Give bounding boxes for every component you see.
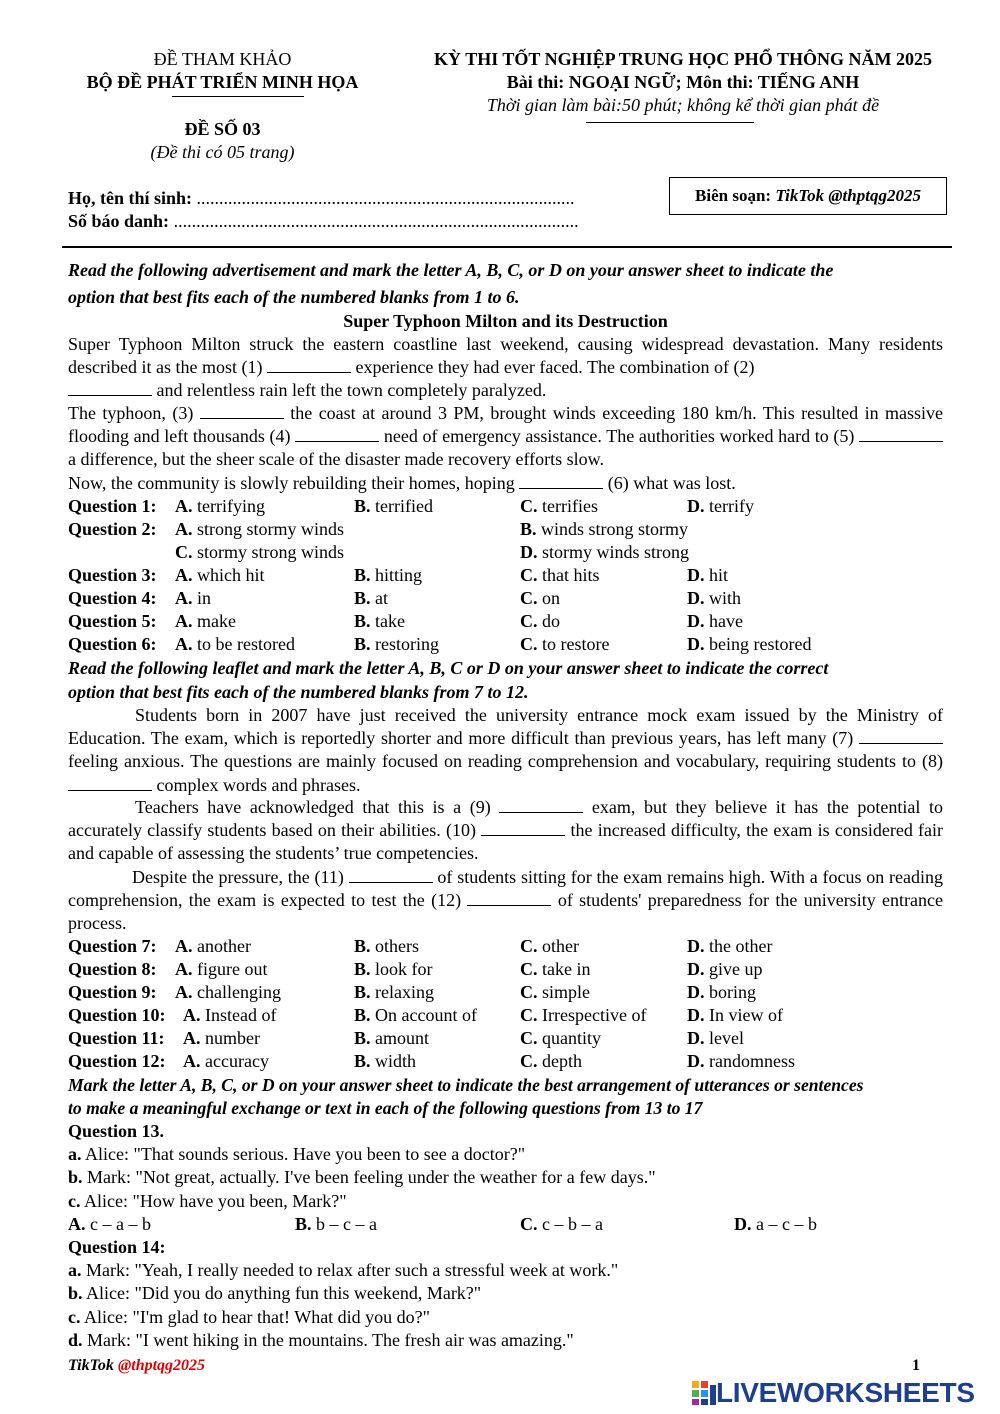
candidate-name-row[interactable] <box>68 187 579 210</box>
option-a[interactable]: A. challenging <box>175 982 281 1002</box>
option-c[interactable]: C. do <box>520 611 560 631</box>
option-a[interactable]: A. c – a – b <box>68 1214 151 1234</box>
option-a[interactable]: A. to be restored <box>175 634 295 654</box>
option-d[interactable]: D. with <box>687 588 742 608</box>
blank-2[interactable] <box>68 381 152 396</box>
option-c[interactable]: C. c – b – a <box>520 1214 603 1234</box>
option-d[interactable]: D. hit <box>687 565 729 585</box>
option-a[interactable]: A. figure out <box>175 959 268 979</box>
option-a[interactable]: A. make <box>175 611 236 631</box>
exam-title: KỲ THI TỐT NGHIỆP TRUNG HỌC PHỔ THÔNG NĂM 2025 <box>434 49 932 69</box>
option-b[interactable]: B. relaxing <box>354 982 434 1002</box>
question-row <box>68 1004 968 1027</box>
option-d[interactable]: D. give up <box>687 959 763 979</box>
option-b[interactable]: B. b – c – a <box>295 1214 377 1234</box>
blank-10[interactable] <box>481 821 565 836</box>
option-d[interactable]: D. stormy winds strong <box>520 542 690 562</box>
passage-text: exam, but they believe it has the potential to accurately classify students based on their abilities. (10) <box>68 797 944 841</box>
option-d[interactable]: D. level <box>687 1028 744 1048</box>
divider <box>586 122 754 123</box>
question-label: Question 2: <box>68 519 157 539</box>
option-b[interactable]: B. others <box>354 936 420 956</box>
option-a[interactable]: A. which hit <box>175 565 265 585</box>
exchange-line: c. Alice: "How have you been, Mark?" <box>68 1190 347 1211</box>
question-row <box>68 935 968 958</box>
question-row <box>68 541 968 564</box>
question-label: Question 3: <box>68 565 157 585</box>
passage-text: feeling anxious. The questions are mainly focused on reading comprehension and vocabulary, requiring students to (8) <box>68 751 943 772</box>
exchange-line: b. Mark: "Not great, actually. I've been feeling under the weather for a few days." <box>68 1167 656 1188</box>
blank-7[interactable] <box>859 729 943 744</box>
section3-instruction <box>68 1074 988 1120</box>
option-d[interactable]: D. being restored <box>687 634 812 654</box>
header-left <box>60 48 385 94</box>
option-d[interactable]: D. a – c – b <box>734 1214 817 1234</box>
passage-text: Teachers have acknowledged that this is a (9) <box>135 797 491 817</box>
blank-5[interactable] <box>859 427 943 442</box>
instruction-line: Read the following advertisement and mark the letter A, B, C, or D on your answer sheet to indicate the <box>68 260 834 280</box>
passage-text: a difference, but the sheer scale of the disaster made recovery efforts slow. <box>68 449 604 470</box>
option-c[interactable]: C. take in <box>520 959 591 979</box>
liveworksheets-wordmark: LIVEWORKSHEETS <box>716 1377 975 1408</box>
option-d[interactable]: D. the other <box>687 936 773 956</box>
passage2-para3 <box>68 866 943 936</box>
passage-text: (6) what was lost. <box>607 473 736 493</box>
instruction-line: option that best fits each of the numbered blanks from 1 to 6. <box>68 286 520 307</box>
instruction-line: Mark the letter A, B, C, or D on your answer sheet to indicate the best arrangement of utterances or sentences <box>68 1075 864 1095</box>
option-a[interactable]: A. number <box>183 1028 260 1048</box>
question-row <box>68 518 968 541</box>
footer-handle: @thptqg2025 <box>117 1357 206 1374</box>
liveworksheets-logo-icon <box>692 1381 718 1405</box>
passage-text: the coast at around 3 PM, brought winds exceeding 180 km/h. This resulted in massive flooding and left thousands (4) <box>68 403 944 447</box>
question-label: Question 5: <box>68 611 157 631</box>
passage-text: Now, the community is slowly rebuilding their homes, hoping <box>68 473 515 493</box>
question-row <box>68 587 968 610</box>
subject-line: Bài thi: NGOẠI NGỮ; Môn thi: TIẾNG ANH <box>506 72 860 92</box>
question-row <box>68 495 968 518</box>
time-line: Thời gian làm bài:50 phút; không kể thời gian phát đề <box>486 95 880 115</box>
passage-text: of students sitting for the exam remains high. With a focus on reading comprehension, the exam is expected to test the (12) <box>68 867 944 911</box>
exchange-line: a. Alice: "That sounds serious. Have you been to see a doctor?" <box>68 1144 526 1165</box>
question-label: Question 10: <box>68 1005 166 1025</box>
passage-title: Super Typhoon Milton and its Destruction <box>343 311 668 331</box>
compiler-box <box>669 177 947 215</box>
passage-text: and relentless rain left the town completely paralyzed. <box>156 380 547 401</box>
option-c[interactable]: C. stormy strong winds <box>175 542 345 562</box>
section2-instruction <box>68 657 968 704</box>
option-d[interactable]: D. have <box>687 611 743 631</box>
question-row <box>68 633 968 656</box>
candidate-id-field[interactable]: .......................................................................................... <box>173 211 579 231</box>
compiler-label: Biên soạn: <box>695 186 772 205</box>
option-c[interactable]: C. simple <box>520 982 590 1002</box>
section1-instruction <box>68 257 968 310</box>
instruction-line: Read the following leaflet and mark the letter A, B, C or D on your answer sheet to indicate the correct <box>68 658 829 678</box>
compiler-value: TikTok @thptqg2025 <box>775 186 921 205</box>
question-13-options <box>68 1213 968 1236</box>
passage1-para1 <box>68 333 943 403</box>
exchange-line: d. Mark: "I went hiking in the mountains. The fresh air was amazing." <box>68 1329 574 1350</box>
option-b[interactable]: B. width <box>354 1051 417 1071</box>
passage-text: experience they had ever faced. The combination of (2) <box>355 357 755 378</box>
question-label: Question 11: <box>68 1028 165 1048</box>
option-a[interactable]: A. terrifying <box>175 496 265 516</box>
candidate-id-label: Số báo danh: <box>68 211 170 231</box>
option-b[interactable]: B. take <box>354 611 405 631</box>
passage-text: The typhoon, (3) <box>68 403 194 423</box>
option-c[interactable]: C. other <box>520 936 579 956</box>
question-label: Question 1: <box>68 496 157 516</box>
question-row <box>68 1050 968 1073</box>
option-c[interactable]: C. depth <box>520 1051 582 1071</box>
passage1-para2 <box>68 402 943 472</box>
option-d[interactable]: D. randomness <box>687 1051 795 1071</box>
option-c[interactable]: C. terrifies <box>520 496 598 516</box>
passage-text: the increased difficulty, the exam is considered fair and capable of assessing the students’ true competencies. <box>68 820 944 864</box>
option-b[interactable]: B. amount <box>354 1028 430 1048</box>
question-row <box>68 610 968 633</box>
option-d[interactable]: D. In view of <box>687 1005 783 1025</box>
option-b[interactable]: B. terrified <box>354 496 433 516</box>
option-c[interactable]: C. on <box>520 588 560 608</box>
candidate-id-row[interactable] <box>68 210 579 233</box>
header-rule <box>62 246 952 248</box>
option-a[interactable]: A. accuracy <box>183 1051 269 1071</box>
question-label: Question 14: <box>68 1237 166 1257</box>
option-a[interactable]: A. strong stormy winds <box>175 519 345 539</box>
question-label: Question 8: <box>68 959 157 979</box>
candidate-name-label: Họ, tên thí sinh: <box>68 188 193 208</box>
option-b[interactable]: B. restoring <box>354 634 439 654</box>
option-c[interactable]: C. to restore <box>520 634 610 654</box>
question-label: Question 4: <box>68 588 157 608</box>
option-b[interactable]: B. look for <box>354 959 433 979</box>
question-label: Question 6: <box>68 634 157 654</box>
blank-11[interactable] <box>349 868 433 883</box>
divider <box>172 96 304 97</box>
option-c[interactable]: C. quantity <box>520 1028 601 1048</box>
question-row <box>68 1027 968 1050</box>
passage-text: Despite the pressure, the (11) <box>132 867 344 887</box>
question-row <box>68 981 968 1004</box>
passage-text: Super Typhoon Milton struck the eastern coastline last weekend, causing widespread devastation. Many residents described it as the most (1) <box>68 334 943 378</box>
blank-12[interactable] <box>467 891 551 906</box>
passage1-para3 <box>68 472 943 495</box>
option-d[interactable]: D. boring <box>687 982 756 1002</box>
passage-text: of students' preparedness for the university entrance process. <box>68 890 943 934</box>
option-a[interactable]: A. another <box>175 936 251 956</box>
option-a[interactable]: A. Instead of <box>183 1005 277 1025</box>
page-count: (Đề thi có 05 trang) <box>150 142 295 162</box>
liveworksheets-logo[interactable] <box>692 1378 992 1408</box>
option-b[interactable]: B. at <box>354 588 389 608</box>
blank-4[interactable] <box>295 427 379 442</box>
instruction-line: to make a meaningful exchange or text in each of the following questions from 13 to 17 <box>68 1098 703 1118</box>
blank-3[interactable] <box>200 404 284 419</box>
series-label: BỘ ĐỀ PHÁT TRIỂN MINH HỌA <box>86 72 359 92</box>
question-row <box>68 958 968 981</box>
passage-text: Students born in 2007 have just received the university entrance mock exam issued by the Ministry of Education. The exam, which is reportedly shorter and more difficult than previous years, has left many (7) <box>68 705 943 749</box>
page-number: 1 <box>912 1357 920 1374</box>
option-a[interactable]: A. in <box>175 588 212 608</box>
passage2-para1 <box>68 704 943 797</box>
question-label: Question 12: <box>68 1051 166 1071</box>
candidate-info <box>68 187 579 233</box>
blank-9[interactable] <box>499 798 583 813</box>
passage-text: complex words and phrases. <box>156 774 361 795</box>
exam-code: ĐỀ SỐ 03 <box>184 119 261 139</box>
option-c[interactable]: C. Irrespective of <box>520 1005 647 1025</box>
footer-credit <box>68 1356 205 1376</box>
question-label: Question 13. <box>68 1121 165 1141</box>
reference-label: ĐỀ THAM KHẢO <box>153 49 292 69</box>
header-right <box>393 48 973 117</box>
blank-1[interactable] <box>267 358 351 373</box>
passage-text: need of emergency assistance. The authorities worked hard to (5) <box>383 426 855 447</box>
option-b[interactable]: B. winds strong stormy <box>520 519 689 539</box>
blank-8[interactable] <box>68 776 152 791</box>
candidate-name-field[interactable]: .................................................................................... <box>196 188 575 208</box>
footer-tiktok: TikTok <box>68 1357 114 1374</box>
exchange-line: c. Alice: "I'm glad to hear that! What did you do?" <box>68 1306 431 1327</box>
question-row <box>68 564 968 587</box>
exchange-line: a. Mark: "Yeah, I really needed to relax after such a stressful week at work." <box>68 1260 619 1281</box>
instruction-line: option that best fits each of the numbered blanks from 7 to 12. <box>68 681 529 702</box>
option-b[interactable]: B. hitting <box>354 565 423 585</box>
question-14 <box>68 1236 968 1352</box>
exchange-line: b. Alice: "Did you do anything fun this weekend, Mark?" <box>68 1283 482 1304</box>
question-13 <box>68 1120 968 1213</box>
question-label: Question 7: <box>68 936 157 956</box>
option-d[interactable]: D. terrify <box>687 496 754 516</box>
passage2-para2 <box>68 796 943 866</box>
blank-6[interactable] <box>519 474 603 489</box>
question-label: Question 9: <box>68 982 157 1002</box>
option-c[interactable]: C. that hits <box>520 565 600 585</box>
option-b[interactable]: B. On account of <box>354 1005 477 1025</box>
